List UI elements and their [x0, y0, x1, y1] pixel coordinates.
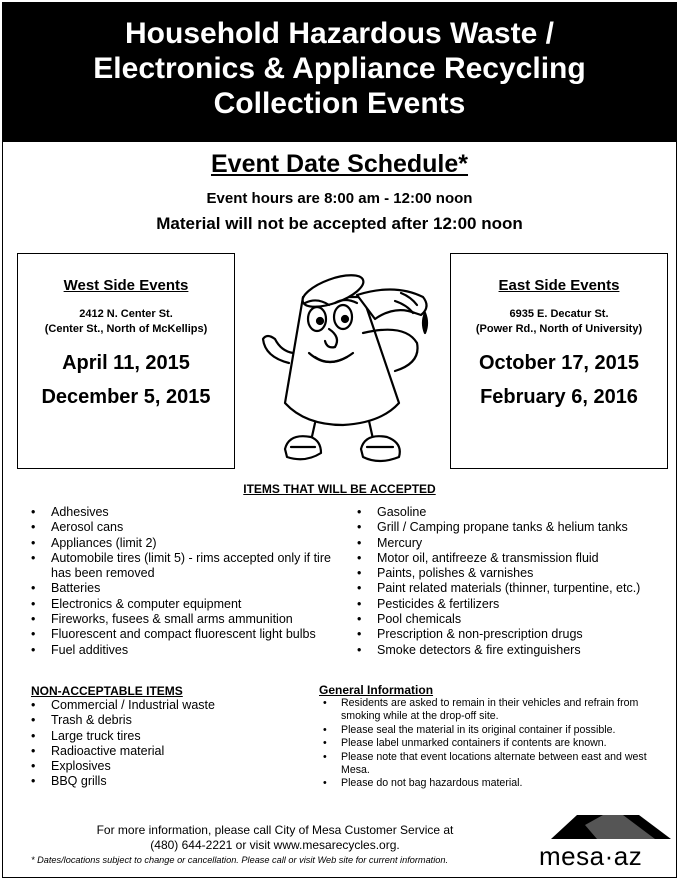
- list-item: • Trash & debris: [31, 713, 291, 728]
- title-banner: [3, 3, 676, 142]
- non-acceptable-list: [31, 698, 291, 790]
- contact-footer: [31, 823, 519, 853]
- mesa-az-wordmark: mesa·az: [539, 841, 643, 871]
- list-item: • Radioactive material: [31, 744, 291, 759]
- general-information-heading: General Information: [319, 683, 434, 697]
- list-item: • Residents are asked to remain in their vehicles and refrain from smoking while at the drop-off site.: [323, 697, 665, 724]
- list-item: • Batteries: [31, 581, 351, 596]
- list-item: • Pool chemicals: [357, 612, 677, 627]
- list-item: • Explosives: [31, 759, 291, 774]
- banner-title-line-3: Collection Events: [213, 87, 466, 120]
- accepted-items-heading: ITEMS THAT WILL BE ACCEPTED: [243, 482, 436, 496]
- list-item: • Grill / Camping propane tanks & helium tanks: [357, 520, 677, 535]
- east-side-events-box: [450, 253, 668, 469]
- list-item: • Prescription & non-prescription drugs: [357, 627, 677, 642]
- non-acceptable-heading: NON-ACCEPTABLE ITEMS: [31, 684, 183, 698]
- east-date-1: October 17, 2015: [478, 352, 640, 374]
- east-heading: East Side Events: [498, 277, 620, 294]
- list-item: • Fluorescent and compact fluorescent light bulbs: [31, 627, 351, 642]
- banner-title-line-2: Electronics & Appliance Recycling: [93, 52, 586, 85]
- list-item: • Gasoline: [357, 505, 677, 520]
- list-item: • Mercury: [357, 536, 677, 551]
- list-item: • Please seal the material in its original container if possible.: [323, 724, 665, 737]
- general-information-list: [323, 697, 665, 791]
- list-item: • Please do not bag hazardous material.: [323, 777, 665, 790]
- west-date-1: April 11, 2015: [62, 352, 190, 374]
- footer-line-2: (480) 644-2221 or visit www.mesarecycles.org.: [150, 838, 400, 852]
- list-item: • Automobile tires (limit 5) - rims accepted only if tire has been removed: [31, 551, 351, 582]
- list-item: • Fuel additives: [31, 643, 351, 658]
- west-heading: West Side Events: [63, 277, 189, 294]
- list-item: • Electronics & computer equipment: [31, 597, 351, 612]
- flyer-page: [2, 2, 677, 878]
- east-address: 6935 E. Decatur St. (Power Rd., North of University): [475, 308, 643, 335]
- list-item: • Commercial / Industrial waste: [31, 698, 291, 713]
- list-item: • Pesticides & fertilizers: [357, 597, 677, 612]
- list-item: • Paint related materials (thinner, turpentine, etc.): [357, 581, 677, 596]
- disclaimer-text: * Dates/locations subject to change or cancellation. Please call or visit Web site for current information.: [31, 855, 449, 865]
- accepted-items-left-list: [31, 505, 351, 658]
- banner-title-line-1: Household Hazardous Waste /: [125, 17, 554, 50]
- schedule-title: Event Date Schedule*: [210, 150, 469, 178]
- paint-can-mascot-illustration: [245, 253, 441, 473]
- west-side-events-box: [17, 253, 235, 469]
- list-item: • Fireworks, fusees & small arms ammunition: [31, 612, 351, 627]
- list-item: • Please note that event locations alternate between east and west Mesa.: [323, 751, 665, 778]
- list-item: • Paints, polishes & varnishes: [357, 566, 677, 581]
- west-date-2: December 5, 2015: [41, 386, 211, 408]
- footer-line-1: For more information, please call City of Mesa Customer Service at: [96, 823, 454, 837]
- east-date-2: February 6, 2016: [480, 386, 638, 408]
- list-item: • Please label unmarked containers if contents are known.: [323, 737, 665, 750]
- list-item: • BBQ grills: [31, 774, 291, 789]
- list-item: • Adhesives: [31, 505, 351, 520]
- west-address: 2412 N. Center St. (Center St., North of McKellips): [44, 308, 208, 335]
- list-item: • Motor oil, antifreeze & transmission fluid: [357, 551, 677, 566]
- list-item: • Smoke detectors & fire extinguishers: [357, 643, 677, 658]
- list-item: • Large truck tires: [31, 729, 291, 744]
- accepted-items-right-list: [357, 505, 677, 658]
- list-item: • Appliances (limit 2): [31, 536, 351, 551]
- cutoff-notice: Material will not be accepted after 12:00 noon: [156, 214, 523, 233]
- event-hours: Event hours are 8:00 am - 12:00 noon: [206, 190, 473, 207]
- list-item: • Aerosol cans: [31, 520, 351, 535]
